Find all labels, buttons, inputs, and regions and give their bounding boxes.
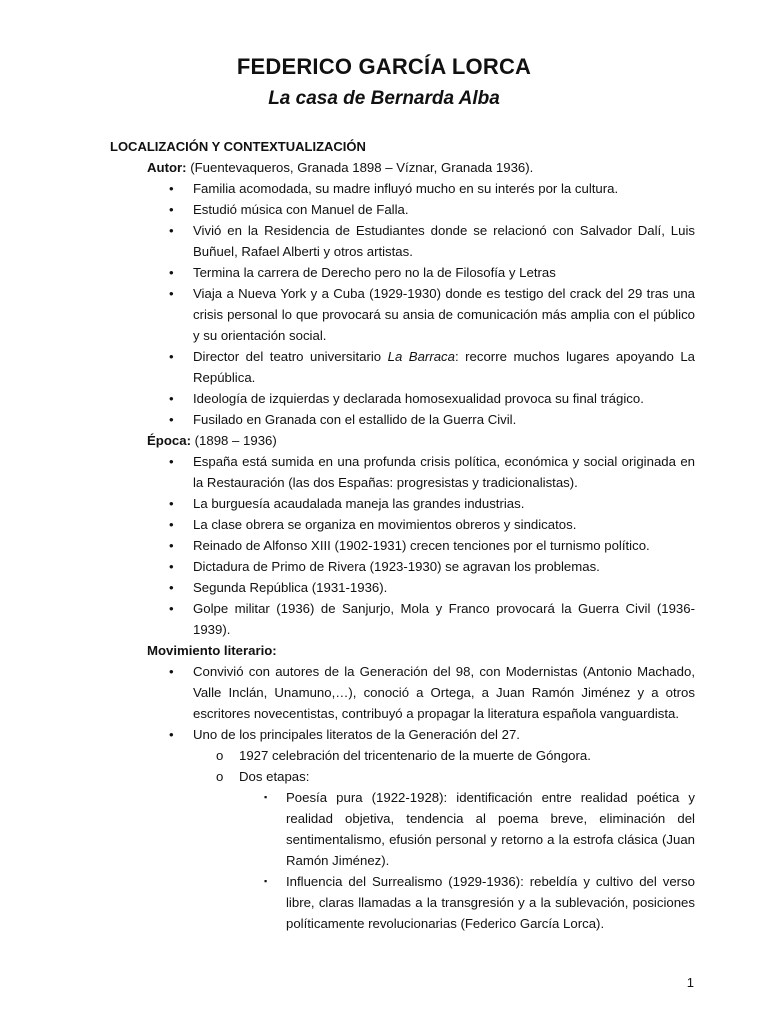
autor-label: Autor:	[147, 160, 187, 175]
document-title: FEDERICO GARCÍA LORCA	[236, 54, 532, 79]
list-item: • Director del teatro universitario La Barraca: recorre muchos lugares apoyando La República.	[193, 346, 695, 388]
list-item: • Estudió música con Manuel de Falla.	[193, 199, 695, 220]
epoca-text: (1898 – 1936)	[190, 433, 277, 448]
epoca-list	[110, 451, 695, 640]
movimiento-label: Movimiento literario:	[147, 643, 277, 658]
square-marker: ▪	[264, 876, 268, 886]
list-item: • Viaja a Nueva York y a Cuba (1929-1930) donde es testigo del crack del 29 tras una crisis personal lo que provocará su ansia de comunicación más amplia con el público y su orientación social.	[193, 283, 695, 346]
epoca-heading	[147, 430, 695, 451]
list-item: • Termina la carrera de Derecho pero no la de Filosofía y Letras	[193, 262, 695, 283]
movimiento-list	[110, 661, 695, 934]
document-subtitle: La casa de Bernarda Alba	[268, 88, 500, 109]
subsublist-item: ▪ Poesía pura (1922-1928): identificación entre realidad poética y realidad objetiva, tendencia al poema breve, eliminación del sentimentalismo, efusión personal y retorno a la estrofa clásica (Juan Ramón Jiménez).	[286, 787, 695, 871]
document-body	[110, 136, 695, 934]
bullet-marker: •	[169, 265, 174, 280]
la-barraca-title: La Barraca	[387, 349, 455, 364]
bullet-marker: •	[169, 286, 174, 301]
list-item: • Reinado de Alfonso XIII (1902-1931) crecen tenciones por el turnismo político.	[193, 535, 695, 556]
bullet-marker: •	[169, 664, 174, 679]
square-marker: ▪	[264, 792, 268, 802]
bullet-marker: •	[169, 727, 174, 742]
list-item: • Fusilado en Granada con el estallido de la Guerra Civil.	[193, 409, 695, 430]
list-item: • España está sumida en una profunda crisis política, económica y social originada en la Restauración (las dos Españas: progresistas y tradicionalistas).	[193, 451, 695, 493]
autor-text: (Fuentevaqueros, Granada 1898 – Víznar, Granada 1936).	[186, 160, 534, 175]
page-number: 1	[686, 975, 694, 990]
bullet-marker: •	[169, 454, 174, 469]
epoca-label: Época:	[147, 433, 191, 448]
subsublist-item: ▪ Influencia del Surrealismo (1929-1936): rebeldía y cultivo del verso libre, claras llamadas a la transgresión y a la sublevación, posiciones políticamente revolucionarias (Federico García Lorca).	[286, 871, 695, 934]
bullet-marker: •	[169, 517, 174, 532]
list-item: • Golpe militar (1936) de Sanjurjo, Mola y Franco provocará la Guerra Civil (1936-1939).	[193, 598, 695, 640]
list-item: • Vivió en la Residencia de Estudiantes donde se relacionó con Salvador Dalí, Luis Buñuel, Rafael Alberti y otros artistas.	[193, 220, 695, 262]
bullet-marker: •	[169, 202, 174, 217]
bullet-marker: •	[169, 412, 174, 427]
list-item: • Ideología de izquierdas y declarada homosexualidad provoca su final trágico.	[193, 388, 695, 409]
list-item: • La clase obrera se organiza en movimientos obreros y sindicatos.	[193, 514, 695, 535]
list-item: • La burguesía acaudalada maneja las grandes industrias.	[193, 493, 695, 514]
sublist-item: o Dos etapas:	[239, 766, 695, 787]
circle-marker: o	[216, 748, 224, 763]
list-item: • Convivió con autores de la Generación del 98, con Modernistas (Antonio Machado, Valle Inclán, Unamuno,…), conoció a Ortega, a Juan Ramón Jiménez y a otros escritores novecentistas, contribuyó a propagar la literatura española vanguardista.	[193, 661, 695, 724]
bullet-marker: •	[169, 496, 174, 511]
autor-list	[110, 178, 695, 430]
bullet-marker: •	[169, 349, 174, 364]
bullet-marker: •	[169, 559, 174, 574]
bullet-marker: •	[169, 223, 174, 238]
bullet-marker: •	[169, 580, 174, 595]
bullet-marker: •	[169, 601, 174, 616]
sublist-item: o 1927 celebración del tricentenario de la muerte de Góngora.	[239, 745, 695, 766]
autor-heading	[147, 157, 695, 178]
section-heading: LOCALIZACIÓN Y CONTEXTUALIZACIÓN	[110, 139, 366, 154]
list-item: • Uno de los principales literatos de la Generación del 27.	[193, 724, 695, 745]
list-item: • Segunda República (1931-1936).	[193, 577, 695, 598]
circle-marker: o	[216, 769, 224, 784]
movimiento-heading	[147, 640, 695, 661]
bullet-marker: •	[169, 538, 174, 553]
bullet-marker: •	[169, 391, 174, 406]
bullet-marker: •	[169, 181, 174, 196]
list-item: • Familia acomodada, su madre influyó mucho en su interés por la cultura.	[193, 178, 695, 199]
list-item: • Dictadura de Primo de Rivera (1923-1930) se agravan los problemas.	[193, 556, 695, 577]
